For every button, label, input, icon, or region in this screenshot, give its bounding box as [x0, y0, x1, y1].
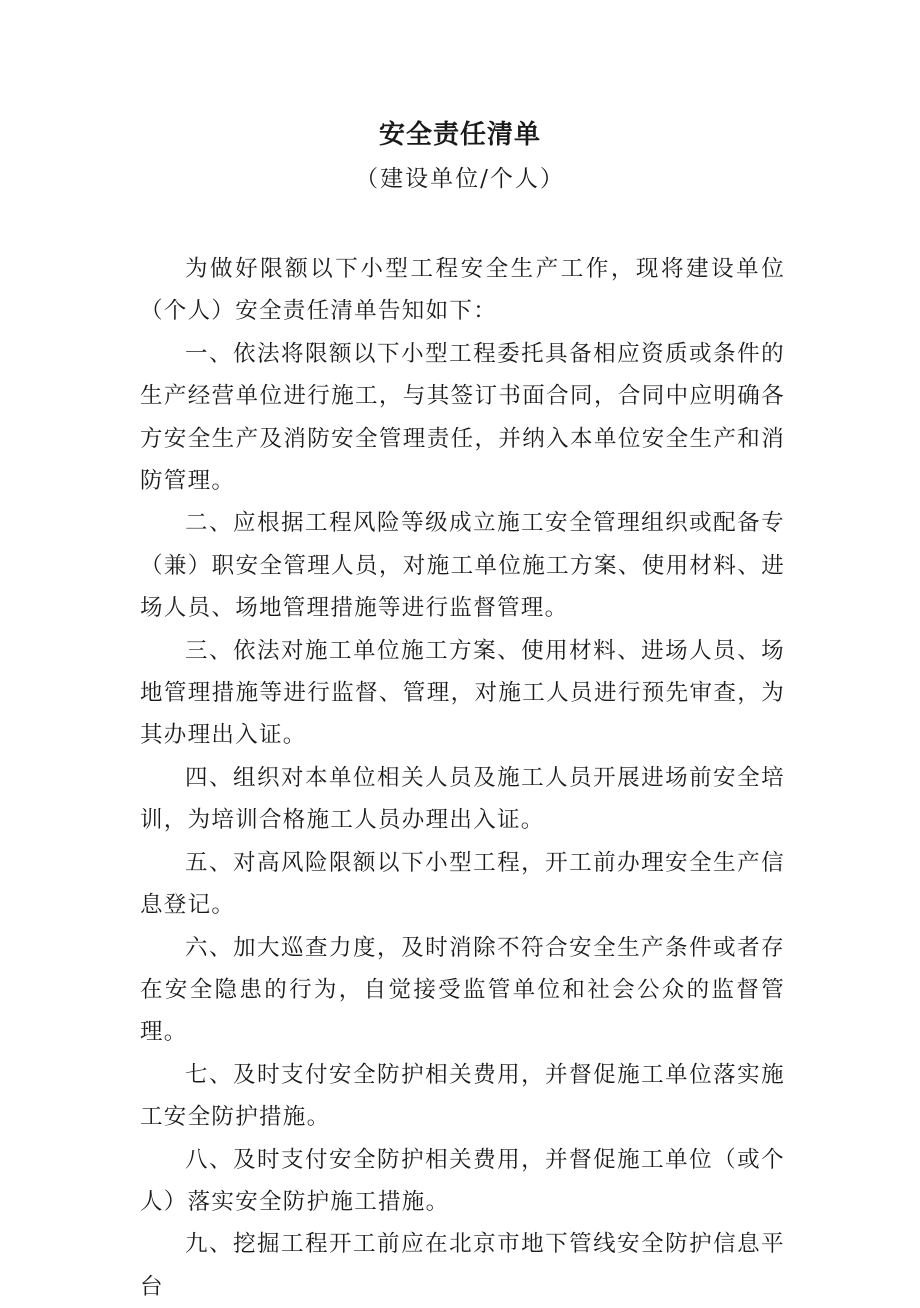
list-item: 四、组织对本单位相关人员及施工人员开展进场前安全培训，为培训合格施工人员办理出入证。 — [140, 764, 785, 834]
list-item: 二、应根据工程风险等级成立施工安全管理组织或配备专（兼）职安全管理人员，对施工单位施工方案、使用材料、进场人员、场地管理措施等进行监督管理。 — [140, 510, 785, 622]
document-title: 安全责任清单 — [378, 120, 541, 150]
list-item: 一、依法将限额以下小型工程委托具备相应资质或条件的生产经营单位进行施工，与其签订书面合同，合同中应明确各方安全生产及消防安全管理责任，并纳入本单位安全生产和消防管理。 — [140, 340, 785, 495]
intro-paragraph: 为做好限额以下小型工程安全生产工作，现将建设单位（个人）安全责任清单告知如下： — [140, 256, 785, 325]
list-item: 三、依法对施工单位施工方案、使用材料、进场人员、场地管理措施等进行监督、管理，对施工人员进行预先审查，为其办理出入证。 — [140, 637, 785, 749]
list-item: 七、及时支付安全防护相关费用，并督促施工单位落实施工安全防护措施。 — [140, 1061, 785, 1131]
list-item: 五、对高风险限额以下小型工程，开工前办理安全生产信息登记。 — [140, 849, 785, 919]
document-body — [140, 248, 785, 1308]
list-item: 八、及时支付安全防护相关费用，并督促施工单位（或个人）落实安全防护施工措施。 — [140, 1146, 785, 1215]
document-subtitle: （建设单位/个人） — [355, 166, 565, 192]
list-item: 九、挖掘工程开工前应在北京市地下管线安全防护信息平台 — [140, 1231, 785, 1300]
list-item: 六、加大巡查力度，及时消除不符合安全生产条件或者存在安全隐患的行为，自觉接受监管单位和社会公众的监督管理。 — [140, 934, 785, 1046]
